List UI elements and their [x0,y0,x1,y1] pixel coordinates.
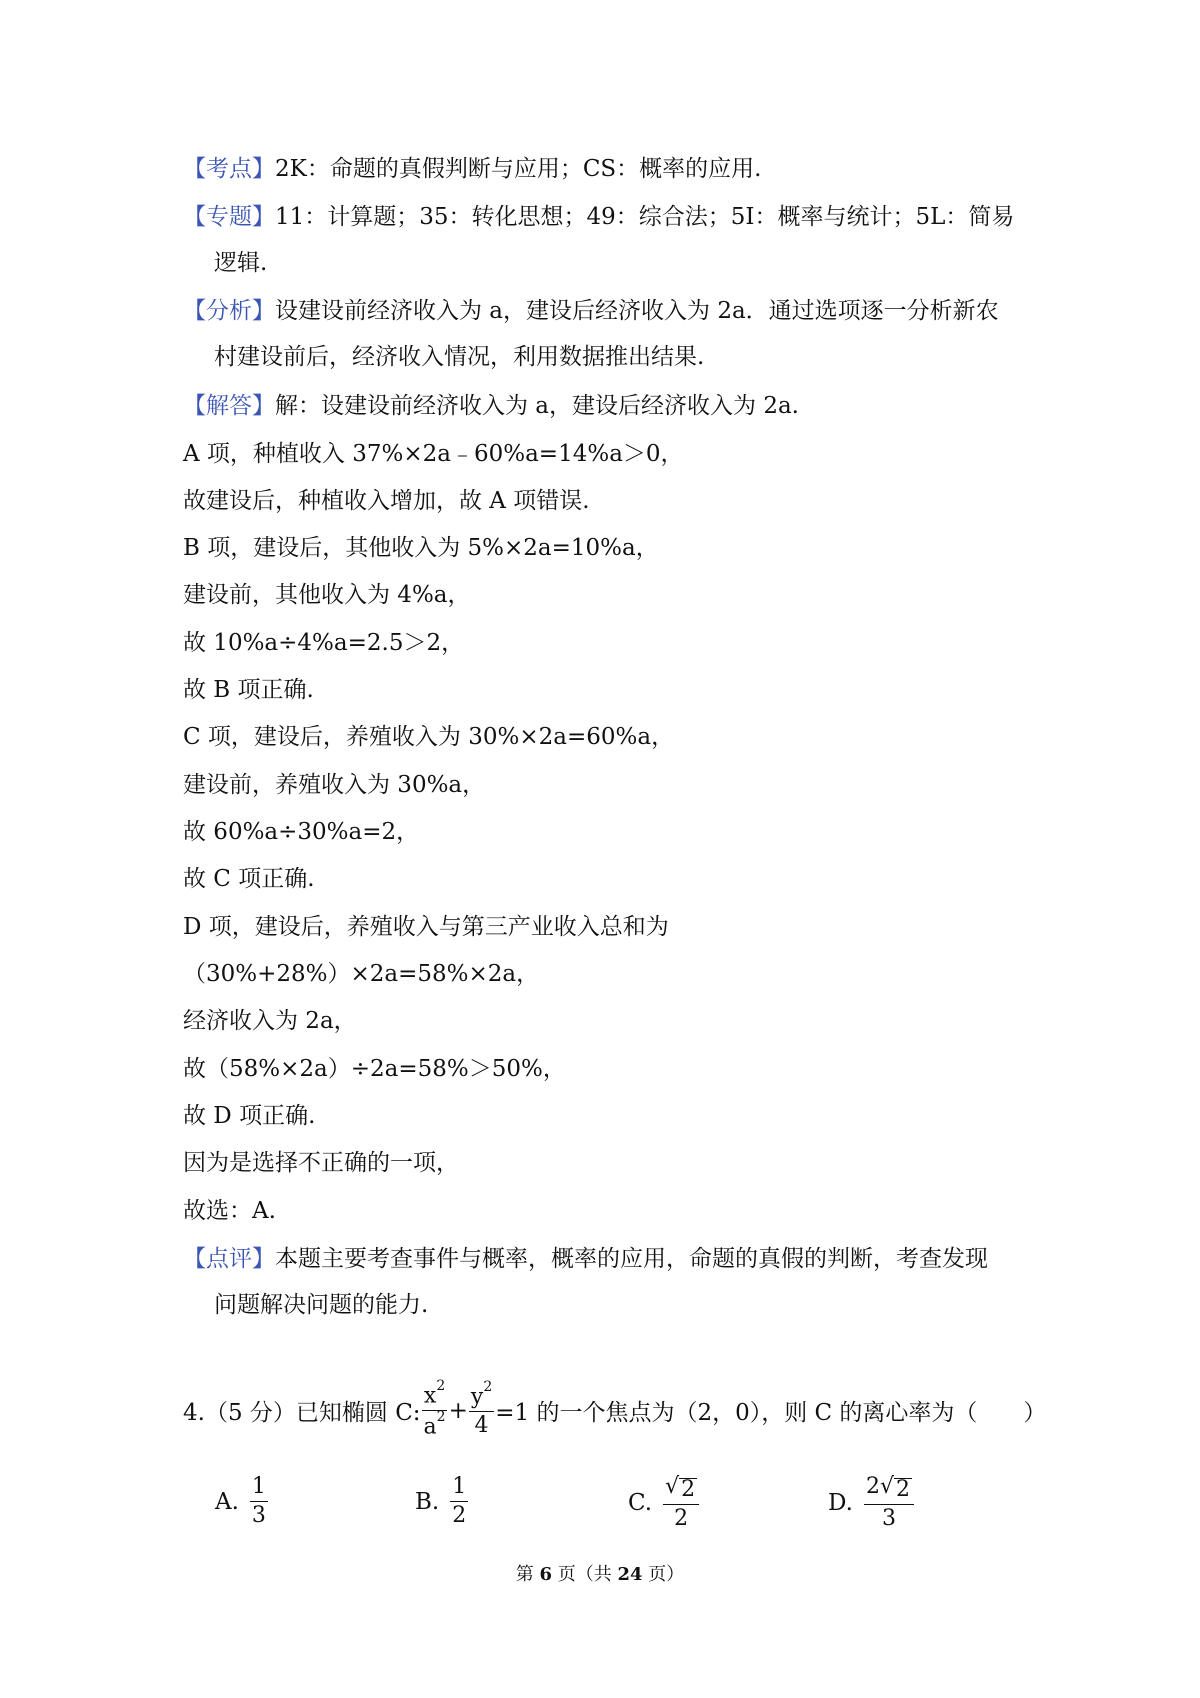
zhuanti-line-2 [214,248,267,278]
step-line: 建设前，养殖收入为 30%a， [183,772,486,798]
dianping-line-2 [214,1290,428,1320]
zhuanti-line [183,202,1014,232]
step-line: B 项，建设后，其他收入为 5%×2a=10%a， [183,535,659,561]
step-line: C 项，建设后，养殖收入为 30%×2a=60%a， [183,724,675,750]
answer-options [0,1476,1200,1546]
y-exponent: 2 [483,1379,493,1396]
dianping-tag: 【点评】 [183,1246,275,1272]
step-line: 故（58%×2a）÷2a=58%＞50%， [183,1056,566,1082]
option-a-fraction [250,1476,268,1527]
fenxi-line [183,296,999,326]
footer-page-number: 6 [539,1564,552,1585]
option-c-radicand: 2 [681,1477,696,1502]
fenxi-tag: 【分析】 [183,298,275,324]
step-line: 故 60%a÷30%a=2， [183,819,420,845]
kaodian-text: 2K：命题的真假判断与应用；CS：概率的应用. [275,156,762,182]
dianping-text-2: 问题解决问题的能力. [214,1292,429,1318]
sqrt-icon: √ 2 [879,1474,910,1502]
step-line: 故 10%a÷4%a=2.5＞2， [183,630,465,656]
step-line: D 项，建设后，养殖收入与第三产业收入总和为 [183,914,669,940]
dianping-text-1: 本题主要考查事件与概率，概率的应用，命题的真假的判断，考查发现 [275,1246,988,1272]
kaodian-tag: 【考点】 [183,156,275,182]
q4-suffix: =1 的一个焦点为（2，0），则 C 的离心率为（ ） [495,1400,1047,1427]
zhuanti-text-2: 逻辑. [214,250,268,276]
option-d-label: D. [828,1490,853,1516]
jieda-line [183,391,799,421]
fenxi-text-1: 设建设前经济收入为 a，建设后经济收入为 2a．通过选项逐一分析新农 [275,298,999,324]
kaodian-line [183,154,761,184]
plus-sign: + [448,1397,468,1424]
option-a-denominator: 3 [251,1503,266,1528]
option-b[interactable] [415,1476,469,1527]
option-c[interactable] [628,1476,700,1530]
option-a-label: A. [215,1488,239,1515]
y-over-4-fraction [469,1379,494,1439]
x-var: x [423,1383,437,1409]
fenxi-line-2 [214,342,704,372]
q4-prefix: 4.（5 分）已知椭圆 C: [183,1400,421,1427]
jieda-text: 解：设建设前经济收入为 a，建设后经济收入为 2a. [275,393,799,419]
x-over-a-fraction [422,1378,448,1440]
step-line: 故 D 项正确. [183,1103,316,1129]
step-line: 因为是选择不正确的一项， [183,1150,459,1176]
option-d-coefficient: 2 [865,1474,880,1499]
a-exponent: 2 [436,1409,446,1426]
step-line: 故 C 项正确. [183,866,315,892]
step-line: A 项，种植收入 37%×2a﹣60%a=14%a＞0， [183,441,684,467]
option-c-label: C. [628,1490,653,1516]
dianping-line [183,1244,988,1274]
option-a-numerator: 1 [250,1476,268,1502]
zhuanti-tag: 【专题】 [183,204,275,230]
option-b-label: B. [415,1488,440,1515]
option-c-denominator: 2 [674,1506,689,1531]
footer-post: 页） [642,1564,685,1585]
y-var: y [470,1384,484,1410]
option-c-fraction [663,1476,699,1530]
x-exponent: 2 [436,1378,446,1394]
step-line: 故建设后，种植收入增加，故 A 项错误. [183,488,590,514]
option-b-fraction [450,1476,468,1527]
step-line: 经济收入为 2a， [183,1008,357,1034]
option-b-denominator: 2 [452,1503,467,1528]
option-d-denominator: 3 [881,1506,896,1531]
option-d-fraction [864,1476,914,1530]
option-d-numerator [864,1476,914,1505]
option-d-radicand: 2 [895,1477,910,1502]
step-line: 建设前，其他收入为 4%a， [183,582,471,608]
sqrt-icon: √ 2 [665,1474,696,1502]
option-a[interactable] [215,1476,269,1527]
option-b-numerator: 1 [450,1476,468,1502]
a-var: a [423,1414,437,1440]
jieda-tag: 【解答】 [183,393,275,419]
footer-pre: 第 [515,1564,540,1585]
step-line: 故 B 项正确. [183,677,314,703]
zhuanti-text-1: 11：计算题；35：转化思想；49：综合法；5I：概率与统计；5L：简易 [275,204,1015,230]
option-d[interactable] [828,1476,915,1530]
four-denominator: 4 [474,1413,489,1439]
step-line: （30%+28%）×2a=58%×2a， [183,961,540,987]
step-line: 故选：A. [183,1198,276,1224]
option-c-numerator [663,1476,699,1505]
footer-mid: 页（共 [552,1564,618,1585]
footer-total-pages: 24 [617,1564,643,1585]
page-footer [0,1560,1200,1586]
fenxi-text-2: 村建设前后，经济收入情况，利用数据推出结果. [214,344,705,370]
question-4 [183,1378,1047,1440]
